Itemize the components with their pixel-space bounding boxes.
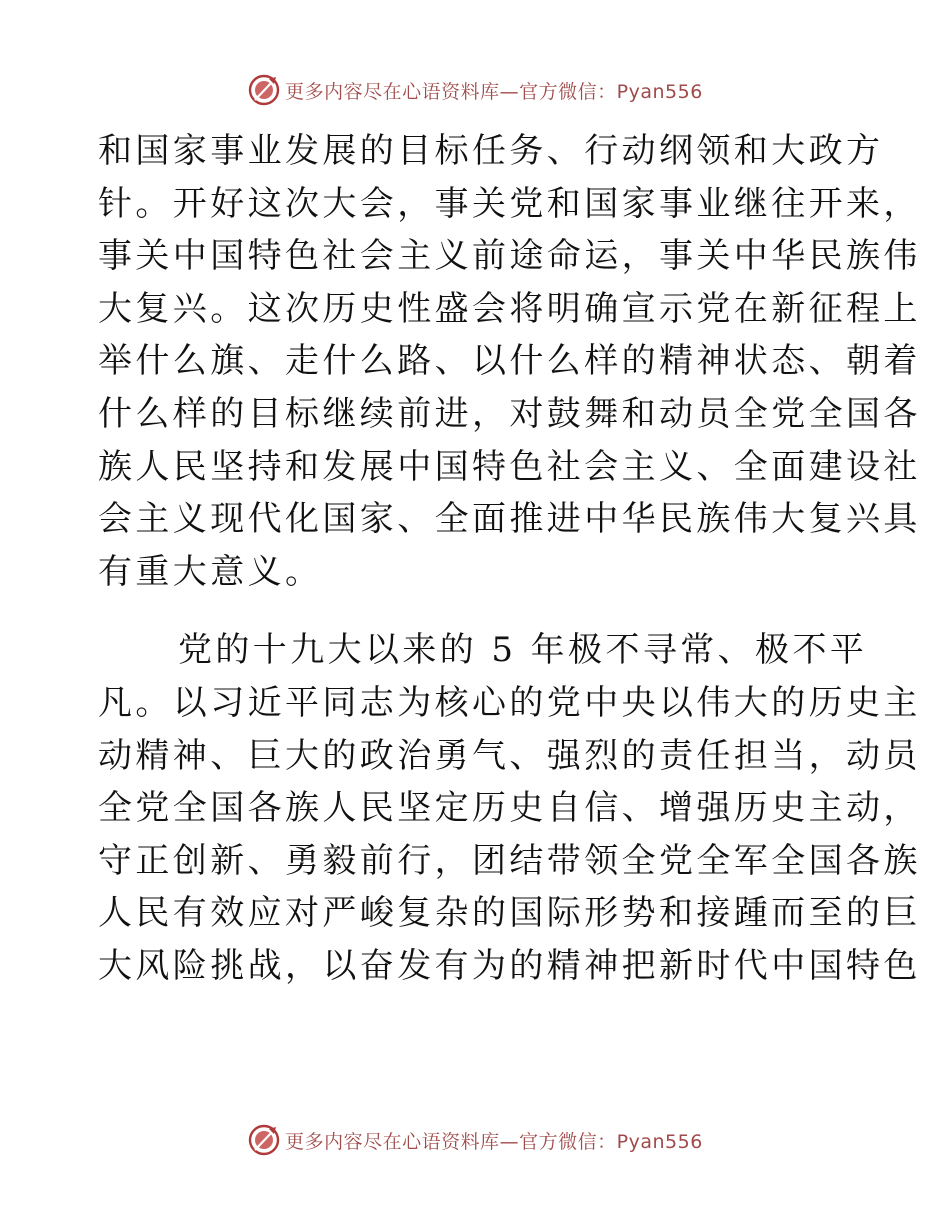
text-line: 针。开好这次大会，事关党和国家事业继往开来，	[98, 183, 921, 224]
quill-seal-icon	[247, 73, 281, 107]
text-line: 全党全国各族人民坚定历史自信、增强历史主动，	[98, 788, 921, 829]
text-line: 族人民坚持和发展中国特色社会主义、全面建设社	[98, 446, 921, 487]
text-line: 凡。以习近平同志为核心的党中央以伟大的历史主	[98, 682, 921, 723]
text-line: 什么样的目标继续前进，对鼓舞和动员全党全国各	[98, 393, 921, 434]
paragraph-spacer	[98, 598, 858, 624]
text-line: 动精神、巨大的政治勇气、强烈的责任担当，动员	[98, 735, 921, 776]
document-body	[98, 125, 921, 993]
footer-banner-text: 更多内容尽在心语资料库—官方微信：Pyan556	[285, 1130, 703, 1153]
text-line: 人民有效应对严峻复杂的国际形势和接踵而至的巨	[98, 893, 921, 934]
text-line: 事关中国特色社会主义前途命运，事关中华民族伟	[98, 236, 921, 277]
text-line: 和国家事业发展的目标任务、行动纲领和大政方	[98, 131, 884, 171]
text-line: 大复兴。这次历史性盛会将明确宣示党在新征程上	[98, 288, 921, 329]
footer-watermark-banner	[0, 1120, 950, 1160]
text-line: 党的十九大以来的 5 年极不寻常、极不平	[178, 630, 868, 671]
paragraph-1	[98, 125, 921, 598]
paragraph-2	[98, 624, 921, 992]
text-line: 举什么旗、走什么路、以什么样的精神状态、朝着	[98, 341, 921, 382]
header-banner-text: 更多内容尽在心语资料库—官方微信：Pyan556	[285, 80, 703, 103]
text-line: 大风险挑战，以奋发有为的精神把新时代中国特色	[98, 945, 921, 986]
quill-seal-icon	[247, 1123, 281, 1157]
text-line: 会主义现代化国家、全面推进中华民族伟大复兴具	[98, 499, 921, 540]
text-line: 守正创新、勇毅前行，团结带领全党全军全国各族	[98, 840, 921, 881]
header-watermark-banner	[0, 70, 950, 110]
text-line: 有重大意义。	[98, 551, 323, 592]
